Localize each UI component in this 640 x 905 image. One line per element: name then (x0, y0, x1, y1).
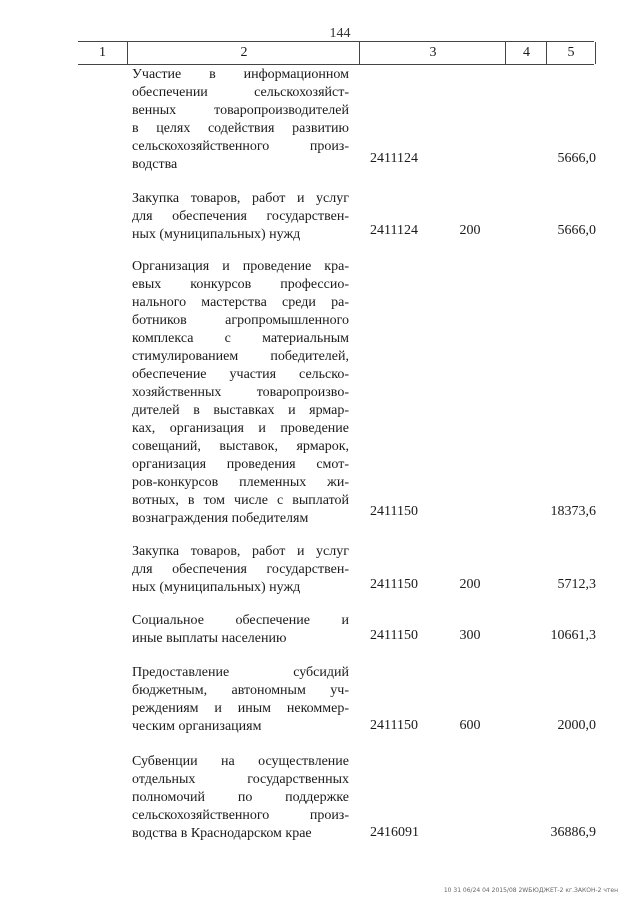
desc-line: сельскохозяйственного произ- (132, 808, 349, 823)
desc-line: ных (муниципальных) нужд (132, 580, 301, 595)
desc-line: отдельных государственных (132, 772, 349, 787)
expense-type: 200 (459, 223, 481, 238)
expense-type: 300 (459, 628, 481, 643)
target-code: 2411124 (370, 151, 418, 166)
desc-line: Организация и проведение кра- (132, 259, 349, 274)
header-col-1: 1 (99, 45, 106, 60)
header-col-2: 2 (127, 42, 360, 64)
target-code: 2411150 (370, 628, 418, 643)
desc-line: венных товаропроизводителей (132, 103, 349, 118)
row-description (132, 753, 349, 843)
target-code: 2411124 (370, 223, 418, 238)
row-description (132, 258, 349, 528)
desc-line: реждениям и иным некоммер- (132, 701, 349, 716)
header-col-5: 5 (546, 42, 596, 64)
desc-line: организация проведения смот- (132, 457, 349, 472)
desc-line: Закупка товаров, работ и услуг (132, 544, 349, 559)
target-code: 2411150 (370, 577, 418, 592)
desc-line: ческим организациям (132, 719, 262, 734)
expense-type: 600 (459, 718, 481, 733)
desc-line: стимулированием победителей, (132, 349, 349, 364)
header-col-4: 4 (505, 42, 547, 64)
desc-line: обеспечение участия сельско- (132, 367, 349, 382)
row-description (132, 66, 349, 174)
desc-line: совещаний, выставок, ярмарок, (132, 439, 349, 454)
desc-line: Участие в информационном (132, 67, 349, 82)
row-description (132, 612, 349, 648)
desc-line: водства в Краснодарском крае (132, 826, 312, 841)
amount: 5712,3 (557, 577, 596, 592)
desc-line: полномочий по поддержке (132, 790, 349, 805)
document-footer: 10 31 06/24 04 2015/08 2WБЮДЖЕТ-2 кг.ЗАКОН-2 чтен (443, 887, 618, 894)
desc-line: бюджетным, автономным уч- (132, 683, 349, 698)
desc-line: ных (муниципальных) нужд (132, 227, 301, 242)
target-code: 2411150 (370, 504, 418, 519)
row-description (132, 543, 349, 597)
desc-line: для обеспечения государствен- (132, 209, 349, 224)
page-number: 144 (329, 26, 351, 41)
desc-line: для обеспечения государствен- (132, 562, 349, 577)
target-code: 2416091 (370, 825, 419, 840)
expense-type: 200 (459, 577, 481, 592)
desc-line: иные выплаты населению (132, 631, 287, 646)
desc-line: Предоставление субсидий (132, 665, 349, 680)
amount: 10661,3 (550, 628, 596, 643)
desc-line: водства (132, 157, 178, 172)
row-description (132, 664, 349, 736)
amount: 18373,6 (550, 504, 596, 519)
amount: 36886,9 (550, 825, 596, 840)
desc-line: комплекса с материальным (132, 331, 349, 346)
desc-line: Закупка товаров, работ и услуг (132, 191, 349, 206)
desc-line: в целях содействия развитию (132, 121, 349, 136)
header-col-3: 3 (359, 42, 506, 64)
amount: 5666,0 (557, 151, 596, 166)
amount: 2000,0 (557, 718, 596, 733)
table-header (78, 41, 594, 65)
row-description (132, 190, 349, 244)
target-code: 2411150 (370, 718, 418, 733)
desc-line: вознаграждения победителям (132, 511, 309, 526)
desc-line: Социальное обеспечение и (132, 613, 349, 628)
desc-line: хозяйственных товаропроизво- (132, 385, 349, 400)
amount: 5666,0 (557, 223, 596, 238)
desc-line: ках, организация и проведение (132, 421, 349, 436)
desc-line: евых конкурсов профессио- (132, 277, 349, 292)
desc-line: дителей в выставках и ярмар- (132, 403, 349, 418)
desc-line: Субвенции на осуществление (132, 754, 349, 769)
desc-line: нального мастерства среди ра- (132, 295, 349, 310)
desc-line: вотных, в том числе с выплатой (132, 493, 349, 508)
desc-line: ботников агропромышленного (132, 313, 349, 328)
desc-line: ров-конкурсов племенных жи- (132, 475, 349, 490)
desc-line: сельскохозяйственного произ- (132, 139, 349, 154)
desc-line: обеспечении сельскохозяйст- (132, 85, 349, 100)
